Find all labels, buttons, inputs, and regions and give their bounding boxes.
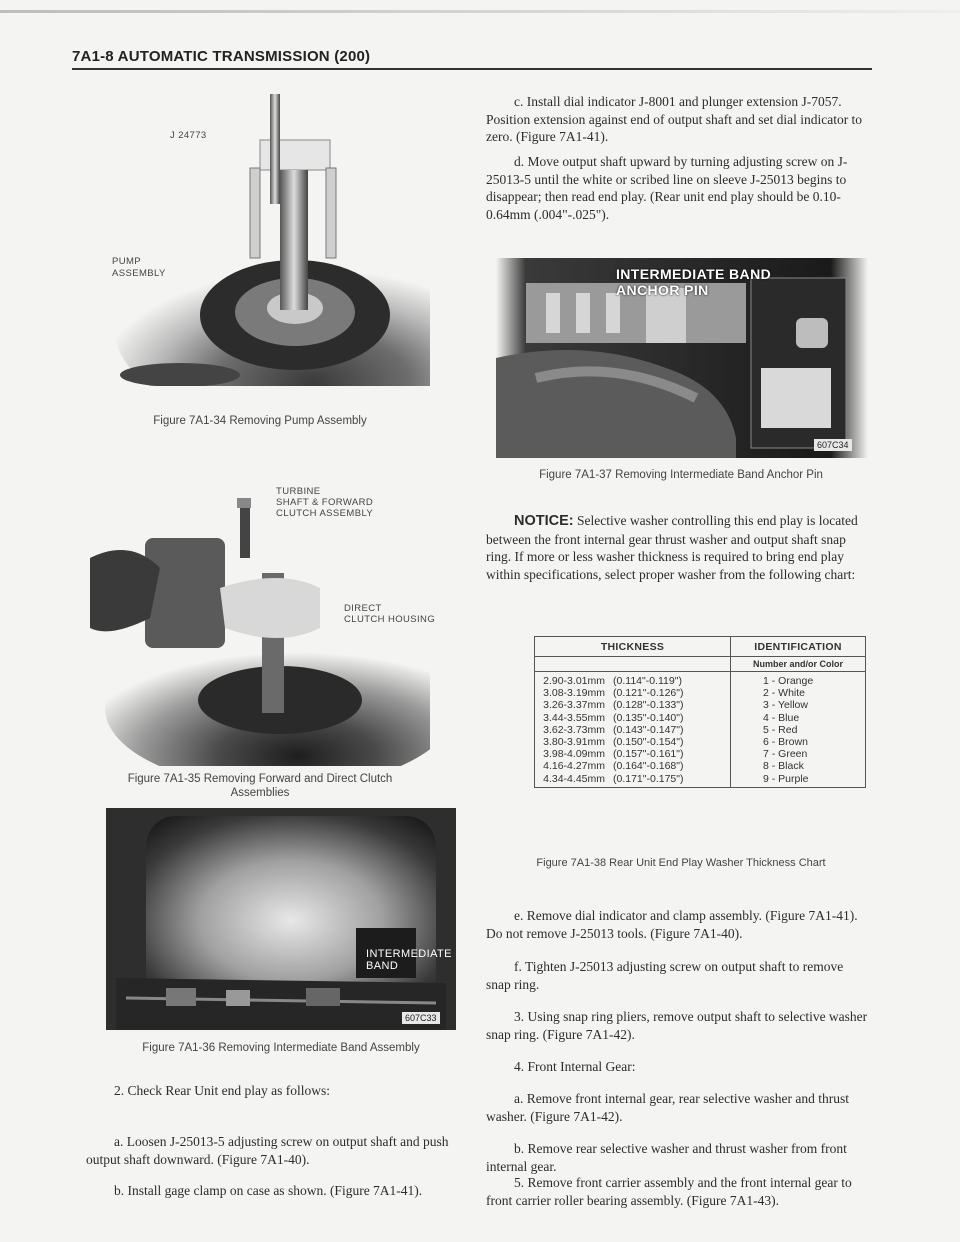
step-4a: a. Remove front internal gear, rear selective washer and thrust washer. (Figure 7A1-42).	[486, 1091, 849, 1124]
table-row: 7 - Green	[763, 748, 808, 761]
callout-anchor-line1: INTERMEDIATE BAND	[616, 266, 772, 282]
table-row: 2 - White	[763, 687, 806, 700]
col-identification: IDENTIFICATION	[731, 637, 866, 657]
figure-34-caption: Figure 7A1-34 Removing Pump Assembly	[153, 415, 367, 427]
figure-38-caption: Figure 7A1-38 Rear Unit End Play Washer Thickness Chart	[536, 857, 826, 869]
step-5: 5. Remove front carrier assembly and the front internal gear to front carrier roller bearing assembly. (Figure 7A1-43).	[486, 1175, 852, 1208]
notice-text: Selective washer controlling this end play is located between the front internal gear thrust washer and output shaft snap ring. If more or less washer thickness is required to bring end play within specifications, select proper washer from the following chart:	[486, 513, 858, 582]
callout-direct-line1: DIRECT	[344, 603, 382, 614]
figure-34-photo	[90, 90, 430, 386]
page-header: 7A1-8 AUTOMATIC TRANSMISSION (200)	[72, 48, 371, 65]
figure-37-code: 607C34	[814, 439, 852, 451]
callout-tool: J 24773	[170, 130, 207, 141]
figure-35-caption-line1: Figure 7A1-35 Removing Forward and Direct Clutch	[127, 773, 393, 785]
figure-35-caption-line2: Assemblies	[230, 787, 290, 799]
table-row: 4.34-4.45mm (0.171"-0.175")	[543, 772, 684, 785]
table-row: 1 - Orange	[763, 675, 814, 687]
callout-turbine-line1: TURBINE	[276, 486, 321, 497]
callout-pump-line2: ASSEMBLY	[112, 268, 166, 279]
table-row: 3.98-4.09mm (0.157"-0.161")	[543, 748, 684, 761]
table-row: 8 - Black	[763, 760, 804, 773]
callout-pump-line1: PUMP	[112, 256, 142, 267]
table-row: 2.90-3.01mm (0.114"-0.119")	[543, 675, 682, 687]
top-edge-line	[0, 10, 960, 13]
table-row: 4 - Blue	[763, 711, 800, 724]
notice-paragraph	[486, 512, 870, 583]
col-thickness: THICKNESS	[535, 637, 731, 657]
thickness-cell	[535, 672, 731, 788]
step-4: 4. Front Internal Gear:	[514, 1059, 636, 1074]
step-4b: b. Remove rear selective washer and thrust washer from front internal gear.	[486, 1141, 847, 1174]
figure-36-photo	[106, 808, 456, 1030]
step-2c: c. Install dial indicator J-8001 and plunger extension J-7057. Position extension against end of output shaft and set dial indicator to zero. (Figure 7A1-41).	[486, 94, 863, 145]
table-row: 9 - Purple	[763, 772, 809, 785]
notice-label: NOTICE:	[514, 513, 574, 529]
table-row: 5 - Red	[763, 723, 798, 736]
figure-36-code: 607C33	[402, 1012, 440, 1024]
callout-band-line1: INTERMEDIATE	[366, 948, 452, 960]
figure-37-caption: Figure 7A1-37 Removing Intermediate Band Anchor Pin	[539, 469, 823, 481]
table-row: 3.80-3.91mm (0.150"-0.154")	[543, 735, 684, 748]
step-2e: e. Remove dial indicator and clamp assembly. (Figure 7A1-41). Do not remove J-25013 tools. (Figure 7A1-40).	[486, 908, 858, 941]
callout-direct-line2: CLUTCH HOUSING	[344, 614, 436, 625]
callout-turbine-line2: SHAFT & FORWARD	[276, 497, 374, 508]
table-row: 3 - Yellow	[763, 699, 808, 712]
callout-turbine-line3: CLUTCH ASSEMBLY	[276, 508, 374, 519]
table-row: 3.08-3.19mm (0.121"-0.126")	[543, 687, 684, 700]
step-2: 2. Check Rear Unit end play as follows:	[114, 1083, 330, 1098]
step-2a: a. Loosen J-25013-5 adjusting screw on output shaft and push output shaft downward. (Figure 7A1-40).	[86, 1134, 449, 1167]
figure-36-caption: Figure 7A1-36 Removing Intermediate Band Assembly	[142, 1042, 420, 1054]
callout-band-line2: BAND	[366, 960, 399, 972]
table-row: 3.44-3.55mm (0.135"-0.140")	[543, 711, 684, 724]
step-2d: d. Move output shaft upward by turning adjusting screw on J-25013-5 until the white or scribed line on sleeve J-25013 begins to disappear; then read end play. (Rear unit end play should be 0.10-0.64mm (.004"-.025").	[486, 154, 848, 222]
sub-identification: Number and/or Color	[731, 657, 866, 672]
table-row: 6 - Brown	[763, 735, 808, 748]
table-row: 3.62-3.73mm (0.143"-0.147")	[543, 723, 684, 736]
callout-anchor-line2: ANCHOR PIN	[616, 282, 709, 298]
step-3: 3. Using snap ring pliers, remove output shaft to selective washer snap ring. (Figure 7A1-42).	[486, 1009, 868, 1042]
step-2b: b. Install gage clamp on case as shown. (Figure 7A1-41).	[114, 1183, 423, 1198]
table-row: 3.26-3.37mm (0.128"-0.133")	[543, 699, 684, 712]
washer-thickness-chart	[534, 636, 866, 788]
identification-cell	[731, 672, 866, 788]
header-rule	[72, 68, 872, 70]
table-row: 4.16-4.27mm (0.164"-0.168")	[543, 760, 684, 773]
step-2f: f. Tighten J-25013 adjusting screw on output shaft to remove snap ring.	[486, 959, 844, 992]
